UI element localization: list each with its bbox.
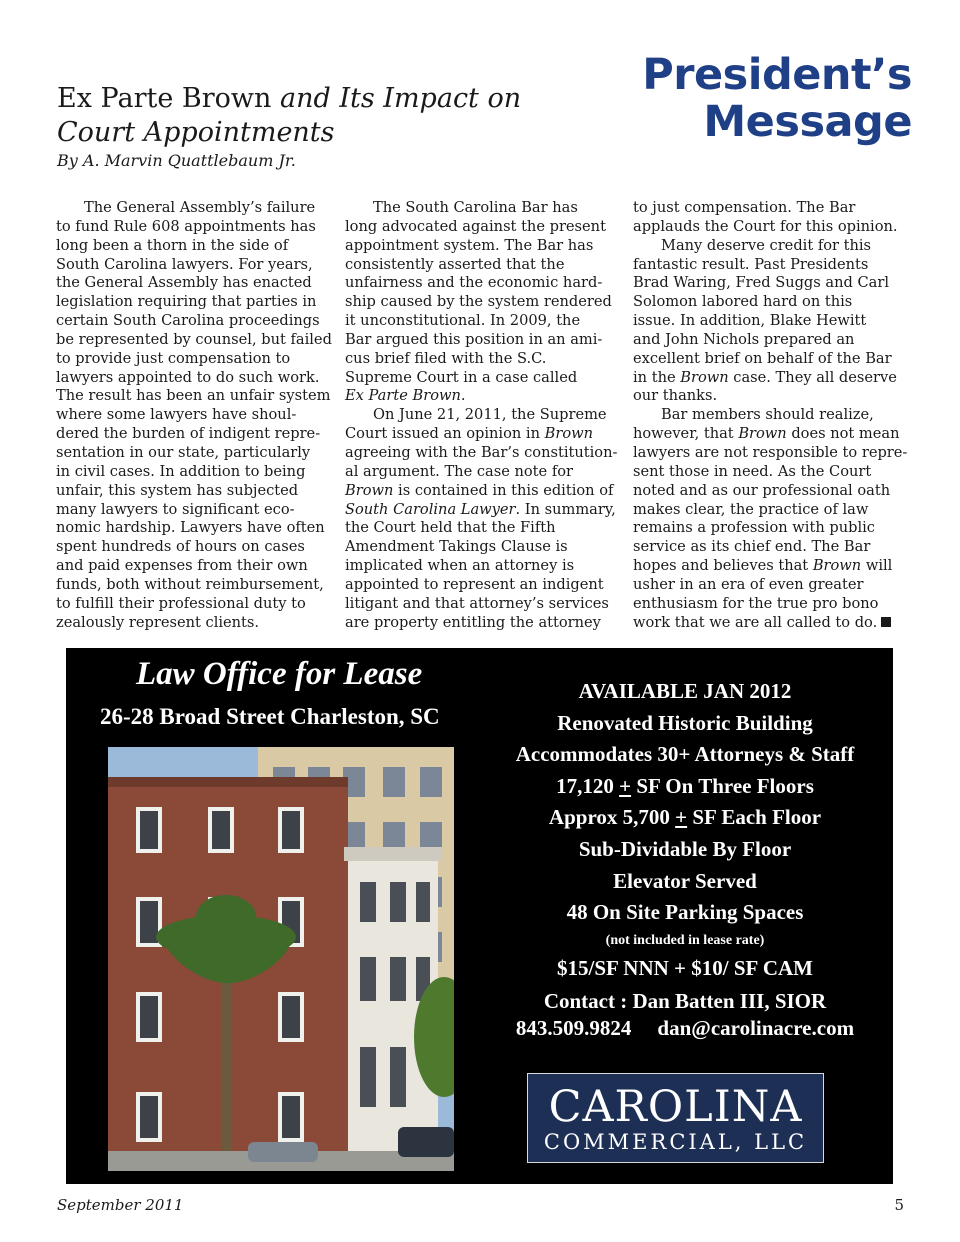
text-line: fantastic result. Past Presidents (633, 255, 869, 273)
text-line: service as its chief end. The Bar (633, 538, 871, 556)
feature-note: (not included in lease rate) (605, 932, 765, 948)
ad-contact (491, 988, 879, 1042)
text-line: where some lawyers have shoul- (56, 406, 297, 424)
text-line: certain South Carolina proceedings (56, 312, 320, 330)
text-fragment: is contained in this edition of (393, 481, 614, 499)
plus-minus-mark: + (675, 805, 688, 830)
text-line: litigant and that attorney’s services (345, 594, 609, 612)
text-line: appointment system. The Bar has (345, 236, 594, 254)
text-line: to just compensation. The Bar (633, 199, 856, 216)
text-line (633, 425, 905, 444)
text-fragment: case. They all deserve (728, 368, 897, 386)
text-line: to fulfill their professional duty to (56, 594, 306, 612)
text-line: Amendment Takings Clause is (345, 538, 568, 556)
text-line: to fund Rule 608 appointments has (56, 217, 316, 235)
text-line: The result has been an unfair system (56, 387, 331, 405)
text-line (633, 557, 905, 576)
text-fragment: SF Each Floor (687, 805, 822, 830)
article-column-2 (345, 199, 617, 632)
publication-name: South Carolina Lawyer (345, 500, 516, 518)
text-fragment: SF On Three Floors (631, 773, 814, 798)
article-column-3 (633, 199, 908, 632)
text-line: in civil cases. In addition to being (56, 462, 306, 480)
page-number: 5 (894, 1196, 904, 1214)
ad-address: 26-28 Broad Street Charleston, SC (100, 704, 440, 729)
text-line: are property entitling the attorney (345, 613, 601, 631)
text-line: lawyers appointed to do such work. (56, 368, 320, 386)
text-line (345, 387, 617, 406)
text-line: issue. In addition, Blake Hewitt (633, 312, 867, 330)
contact-phone: 843.509.9824 (515, 1016, 632, 1040)
text-line: sent those in need. As the Court (633, 462, 872, 480)
text-line: consistently asserted that the (345, 255, 565, 273)
section-heading-line-2: Message (703, 97, 912, 147)
text-line (633, 614, 905, 633)
article-title (57, 82, 617, 150)
feature-item: Accommodates 30+ Attorneys & Staff (515, 742, 855, 767)
end-mark-icon (881, 617, 891, 627)
footer-date: September 2011 (57, 1196, 184, 1214)
carolina-commercial-logo (527, 1073, 824, 1163)
text-line: long advocated against the present (345, 217, 606, 235)
feature-item: Elevator Served (613, 868, 757, 893)
text-line (345, 501, 617, 520)
text-line: long been a thorn in the side of (56, 236, 289, 254)
text-line: our thanks. (633, 387, 718, 405)
feature-item: 48 On Site Parking Spaces (566, 900, 804, 925)
text-line: applauds the Court for this opinion. (633, 217, 898, 235)
text-line: unfairness and the economic hard- (345, 274, 603, 292)
building-photo-illustration (108, 747, 454, 1171)
text-line: and John Nichols prepared an (633, 330, 855, 348)
text-line: the General Assembly has enacted (56, 274, 312, 292)
lease-advertisement (66, 648, 893, 1184)
text-line: appointed to represent an indigent (345, 575, 604, 593)
contact-name: Contact : Dan Batten III, SIOR (543, 989, 827, 1013)
text-line: ship caused by the system rendered (345, 293, 612, 311)
text-line: unfair, this system has subjected (56, 481, 299, 499)
text-fragment: work that we are all called to do. (633, 613, 878, 631)
contact-email: dan@carolinacre.com (657, 1016, 855, 1040)
text-line: usher in an era of even greater (633, 575, 864, 593)
text-line: legislation requiring that parties in (56, 293, 317, 311)
text-line: The South Carolina Bar has (373, 199, 578, 216)
building-photo (108, 747, 454, 1171)
logo-line-1: CAROLINA (548, 1082, 803, 1132)
article-column-1 (56, 199, 332, 632)
text-fragment: hopes and believes that (633, 557, 813, 575)
text-line: nomic hardship. Lawyers have often (56, 519, 325, 537)
text-line: spent hundreds of hours on cases (56, 538, 305, 556)
case-name: Ex Parte Brown (345, 387, 461, 405)
text-line: al argument. The case note for (345, 462, 573, 480)
text-line: Bar members should realize, (661, 406, 874, 424)
text-line: implicated when an attorney is (345, 557, 575, 575)
text-fragment: however, that (633, 425, 739, 443)
text-line: the Court held that the Fifth (345, 519, 556, 537)
text-line: excellent brief on behalf of the Bar (633, 349, 892, 367)
text-line: On June 21, 2011, the Supreme (373, 406, 607, 424)
text-fragment: Approx 5,700 (548, 805, 676, 830)
text-line: lawyers are not responsible to repre- (633, 443, 908, 461)
text-fragment: will (861, 557, 893, 575)
byline: By A. Marvin Quattlebaum Jr. (57, 151, 296, 170)
text-line: South Carolina lawyers. For years, (56, 255, 313, 273)
feature-item (491, 771, 879, 803)
ad-features-list (491, 676, 879, 984)
text-line: many lawyers to significant eco- (56, 500, 295, 518)
text-fragment: Court issued an opinion in (345, 425, 545, 443)
text-fragment: 17,120 (556, 773, 620, 798)
case-name: Brown (738, 425, 787, 443)
text-line: noted and as our professional oath (633, 481, 891, 499)
text-line: The General Assembly’s failure (84, 199, 316, 216)
text-line: dered the burden of indigent repre- (56, 425, 321, 443)
text-line (345, 482, 617, 501)
feature-item (491, 802, 879, 834)
text-line: makes clear, the practice of law (633, 500, 869, 518)
text-line: cus brief filed with the S.C. (345, 349, 547, 367)
text-line: zealously represent clients. (56, 613, 260, 631)
text-line: Bar argued this position in an ami- (345, 330, 603, 348)
feature-item: Sub-Dividable By Floor (578, 836, 792, 861)
case-name: Brown (812, 557, 862, 575)
feature-item: AVAILABLE JAN 2012 (578, 679, 792, 703)
ad-title: Law Office for Lease (136, 656, 423, 692)
section-heading-line-1: President’s (642, 50, 912, 100)
text-fragment: . (460, 387, 466, 405)
text-line: be represented by counsel, but failed (56, 330, 332, 348)
text-line: Brad Waring, Fred Suggs and Carl (633, 274, 889, 292)
case-name: Brown (345, 481, 394, 499)
text-line: to provide just compensation to (56, 349, 291, 367)
feature-item: Renovated Historic Building (557, 710, 813, 735)
case-name: Brown (680, 368, 729, 386)
text-fragment: . In summary, (515, 500, 616, 518)
lease-price: $15/SF NNN + $10/ SF CAM (557, 955, 813, 980)
text-line: funds, both without reimbursement, (56, 575, 324, 593)
text-line: and paid expenses from their own (56, 557, 308, 575)
case-name: Brown (544, 425, 594, 443)
contact-details (491, 1015, 879, 1042)
text-line: Supreme Court in a case called (345, 368, 578, 386)
text-line: sentation in our state, particularly (56, 443, 311, 461)
text-line: enthusiasm for the true pro bono (633, 594, 879, 612)
text-fragment: does not mean (786, 425, 900, 443)
text-line: it unconstitutional. In 2009, the (345, 312, 581, 330)
text-line: remains a profession with public (633, 519, 875, 537)
text-line (633, 369, 905, 388)
plus-minus-mark: + (619, 773, 632, 798)
text-line: agreeing with the Bar’s constitution- (345, 443, 618, 461)
title-italic: and Its Impact on (279, 83, 522, 114)
text-fragment: in the (633, 368, 681, 386)
title-line-2: Court Appointments (57, 117, 335, 148)
text-line: Solomon labored hard on this (633, 293, 853, 311)
title-plain: Ex Parte Brown (57, 83, 280, 114)
section-heading (642, 52, 912, 146)
text-line (345, 425, 617, 444)
text-line: Many deserve credit for this (661, 236, 872, 254)
logo-line-2: COMMERCIAL, LLC (543, 1130, 808, 1154)
